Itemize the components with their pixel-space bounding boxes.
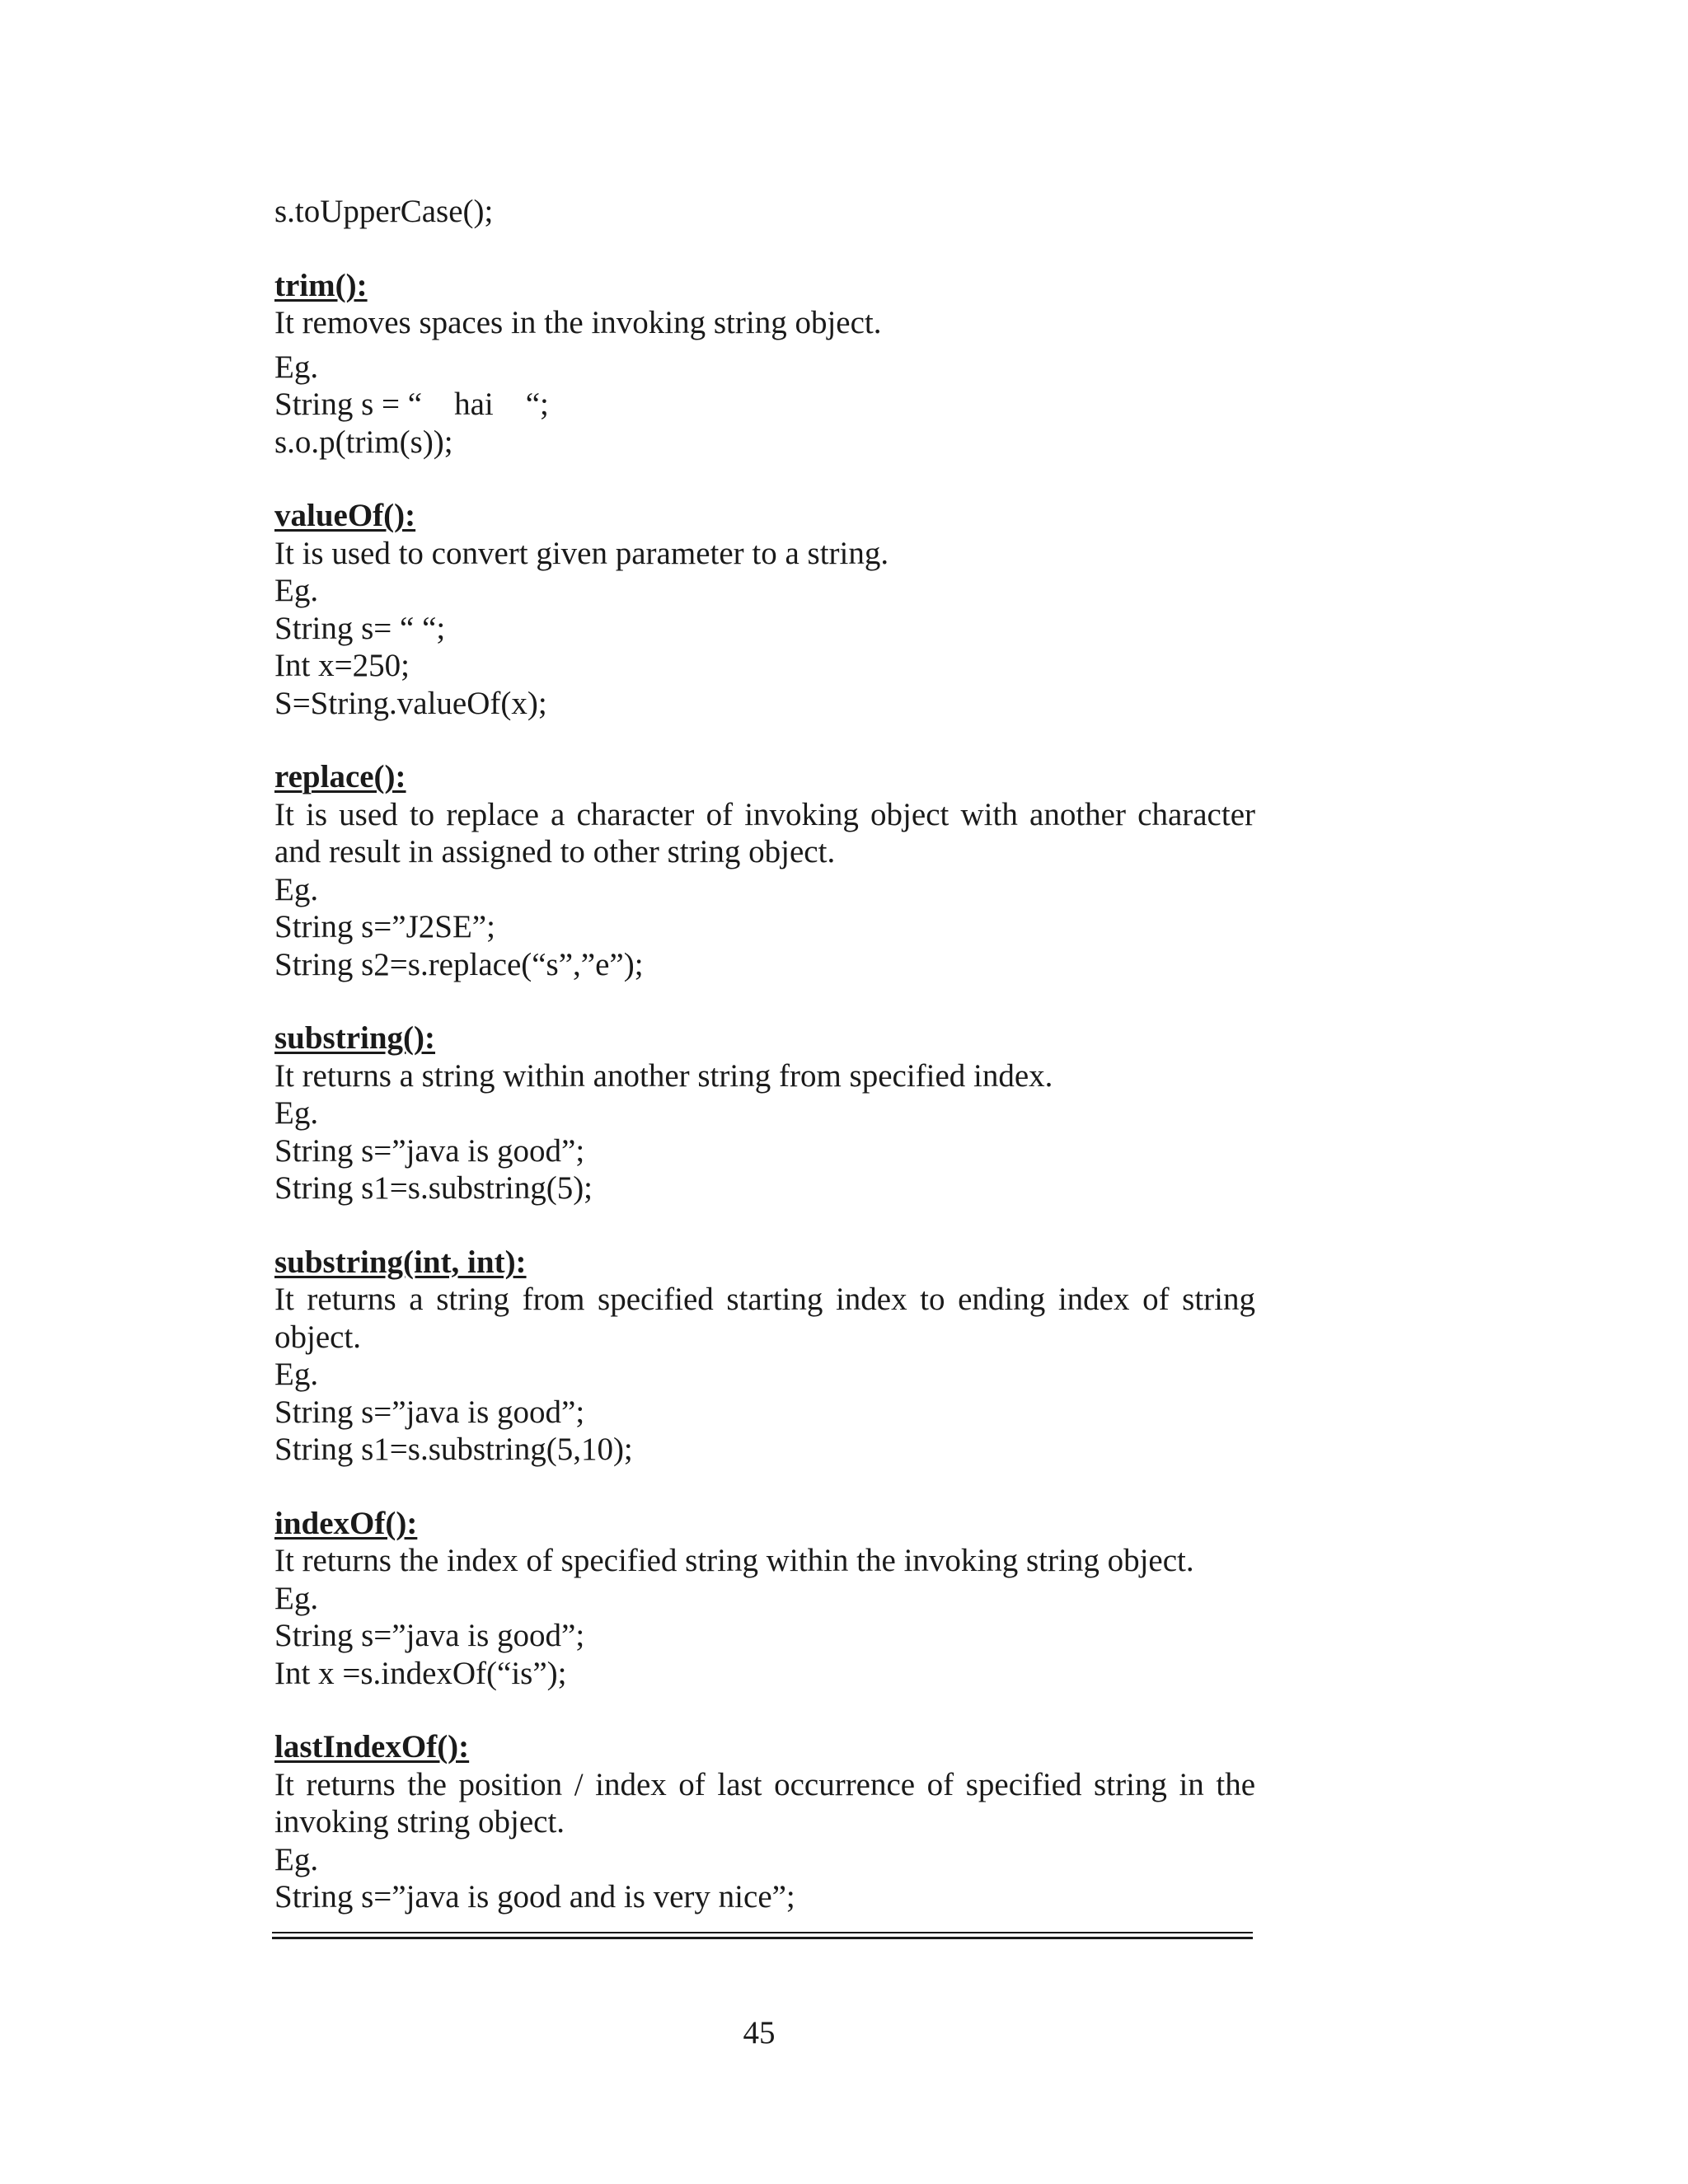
example-line: String s1=s.substring(5); xyxy=(274,1170,593,1206)
example-line: Int x =s.indexOf(“is”); xyxy=(274,1655,567,1691)
page-number-container xyxy=(0,2014,1688,2051)
section-description: It returns the position / index of last occurrence of specified string in the invoking string object. xyxy=(274,1766,1255,1840)
footer-rule-bottom xyxy=(272,1937,1253,1939)
example-line: Eg. xyxy=(274,871,319,907)
example-line: Int x=250; xyxy=(274,648,410,683)
example-line: String s=”java is good”; xyxy=(274,1394,585,1430)
example-line: Eg. xyxy=(274,1357,319,1392)
section-description: It returns a string from specified starting index to ending index of string object. xyxy=(274,1282,1255,1355)
example-line: S=String.valueOf(x); xyxy=(274,685,547,721)
example-line: Eg. xyxy=(274,1841,319,1877)
section-substring-int-int xyxy=(274,1244,1255,1469)
example-line: Eg. xyxy=(274,1095,319,1131)
section-heading: replace(): xyxy=(274,759,406,794)
section-description: It returns a string within another string from specified index. xyxy=(274,1057,1053,1094)
example-line: s.o.p(trim(s)); xyxy=(274,424,453,460)
example-line: Eg. xyxy=(274,573,319,608)
example-line: String s= “ “; xyxy=(274,610,446,646)
section-lastindexof xyxy=(274,1728,1255,1916)
example-line: String s1=s.substring(5,10); xyxy=(274,1432,633,1467)
section-substring xyxy=(274,1019,1255,1207)
section-description: It removes spaces in the invoking string object. xyxy=(274,305,882,340)
page-body xyxy=(274,193,1255,1916)
section-heading: valueOf(): xyxy=(274,498,416,533)
section-valueof xyxy=(274,497,1255,722)
example-line: String s=”java is good and is very nice”; xyxy=(274,1879,795,1915)
section-description: It is used to convert given parameter to a string. xyxy=(274,535,889,571)
page-number: 45 xyxy=(743,2015,776,2050)
example-line: String s=”java is good”; xyxy=(274,1132,585,1169)
section-heading: lastIndexOf(): xyxy=(274,1729,470,1765)
section-heading: trim(): xyxy=(274,267,368,303)
section-description: It is used to replace a character of invoking object with another character and result in assigned to other string object. xyxy=(274,796,1255,869)
section-description: It returns the index of specified string within the invoking string object. xyxy=(274,1543,1194,1578)
example-line: Eg. xyxy=(274,1580,319,1616)
intro-code-line: s.toUpperCase(); xyxy=(274,194,494,229)
section-trim xyxy=(274,267,1255,462)
section-heading: indexOf(): xyxy=(274,1505,418,1541)
example-line: String s2=s.replace(“s”,”e”); xyxy=(274,946,644,982)
example-line: String s=”java is good”; xyxy=(274,1618,585,1653)
section-heading: substring(int, int): xyxy=(274,1244,527,1280)
example-line: String s = “ hai “; xyxy=(274,387,549,422)
section-replace xyxy=(274,758,1255,983)
example-line: Eg. xyxy=(274,349,319,385)
example-line: String s=”J2SE”; xyxy=(274,909,495,944)
section-heading: substring(): xyxy=(274,1020,436,1056)
footer-rule-top xyxy=(272,1932,1253,1933)
section-indexof xyxy=(274,1505,1255,1693)
